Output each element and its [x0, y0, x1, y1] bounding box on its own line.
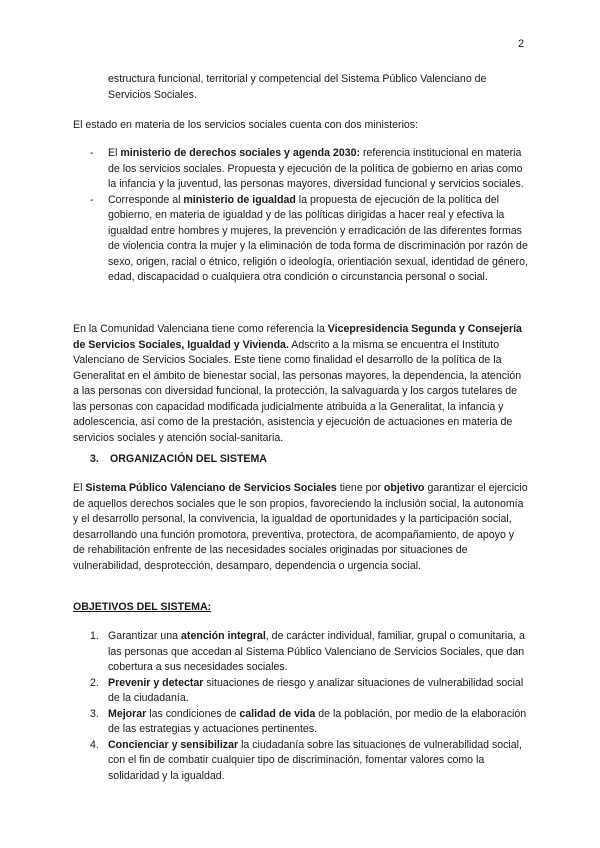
item-number: 4.: [90, 738, 99, 751]
objetivo-word: objetivo: [383, 482, 425, 494]
item-text-post: referencia institucional en materia de los servicios sociales. Propuesta y ejecución de la política de gobierno en arias como la infancia y la juventud, las personas mayores, diversidad funcional y servicios sociales.: [108, 147, 524, 190]
item-number: 1.: [90, 630, 99, 642]
item-bold: Concienciar y sensibilizar: [108, 738, 239, 751]
ministry-name: ministerio de derechos sociales y agenda 2030:: [120, 147, 361, 159]
paragraph-text-pre: El: [73, 482, 86, 494]
valenciana-paragraph: [73, 322, 528, 446]
item-text-post: la propuesta de ejecución de la política del gobierno, en materia de igualdad y de las políticas dirigidas a hacer real y efectiva la igualdad entre hombres y mujeres, la prevención y erradicación de las diferentes formas de violencia contra la mujer y la eliminación de toda forma de discriminación por razón de sexo, origen, racial o étnico, religión o ideología, orientiación sexual, identidad de género, edad, discapacidad o cualquiera otra condición o circunstancia personal o social.: [108, 193, 528, 283]
ministries-list: [73, 146, 528, 286]
item-text-pre: El: [108, 147, 121, 159]
objetivos-list: [73, 629, 528, 784]
item-text-post: , de carácter individual, familiar, grupal o comunitaria, a las personas que accedan al Sistema Público Valenciano de Servicios Sociales, que dan cobertura a sus necesidades sociales.: [108, 630, 525, 673]
section-heading: [73, 452, 528, 468]
ministry-name: ministerio de igualdad: [183, 193, 296, 206]
item-text-post: de la población, por medio de la elaboración de las estrategias y actuaciones pertinentes.: [108, 707, 527, 735]
intro-continuation: estructura funcional, territorial y competencial del Sistema Público Valenciano de Servicios Sociales.: [108, 73, 487, 101]
item-text-pre: Garantizar una: [108, 630, 182, 642]
page-number: 2: [518, 38, 525, 50]
paragraph-text-post: garantizar el ejercicio de aquellos derechos sociales que le son propios, favoreciendo la inclusión social, la autonomía y el desarrollo personal, la convivencia, la igualdad de oportunidades y la participación social, desarrollando una función promotora, preventiva, protectora, de acompañamiento, de apoyo y de rehabilitación enfrente de las necesidades sociales originadas por situaciones de vulnerabilidad, desprotección, desamparo, dependencia o urgencia social.: [73, 482, 528, 572]
item-text-pre: Corresponde al: [108, 193, 184, 206]
item-bold: atención integral: [181, 630, 266, 642]
list-item: [73, 738, 528, 785]
item-text-post: situaciones de riesgo y analizar situaciones de vulnerabilidad social de la ciudadanía.: [108, 676, 524, 704]
list-item: [73, 676, 528, 707]
section-number: 3.: [90, 453, 99, 465]
paragraph-text-mid: tiene por: [336, 482, 384, 494]
list-item: [73, 707, 528, 738]
item-text-mid: las condiciones de: [146, 707, 240, 720]
paragraph-text-pre: En la Comunidad Valenciana tiene como referencia la: [73, 323, 328, 335]
paragraph-text-post: Adscrito a la misma se encuentra el Instituto Valenciano de Servicios Sociales. Este tiene como finalidad el desarrollo de la política de la Generalitat en el ámbito de bienestar social, las personas mayores, la dependencia, la atención a las personas con diversidad funcional, la protección, la salvaguarda y los cargos tutelares de las personas con capacidad modificada judicialmente atribuida a la Generalitat, la infancia y adolescencia, así como de la prestación, asistencia y ejecución de actuaciones en materia de servicios sociales y atención social-sanitaria.: [73, 338, 522, 444]
section-title: ORGANIZACIÓN DEL SISTEMA: [110, 453, 267, 465]
list-item: [73, 629, 528, 676]
item-text-post: la ciudadanía sobre las situaciones de vulnerabilidad social, con el fin de combatir cualquier tipo de discriminación, fomentar valores como la solidaridad y la igualdad.: [108, 738, 522, 782]
ministries-intro: El estado en materia de los servicios sociales cuenta con dos ministerios:: [73, 119, 419, 131]
item-number: 2.: [90, 676, 99, 689]
sistema-name: Sistema Público Valenciano de Servicios Sociales: [85, 482, 337, 494]
sistema-paragraph: [73, 481, 528, 574]
item-bold: Prevenir y detectar: [108, 676, 204, 689]
item-bold: Mejorar: [108, 707, 147, 720]
list-item: [73, 146, 528, 193]
objetivos-title: OBJETIVOS DEL SISTEMA:: [73, 601, 212, 613]
list-item: [73, 193, 528, 286]
vicepresidencia-name: Vicepresidencia Segunda y Consejería de Servicios Sociales, Igualdad y Vivienda.: [73, 323, 522, 351]
item-number: 3.: [90, 707, 99, 720]
item-bold-2: calidad de vida: [239, 707, 316, 720]
